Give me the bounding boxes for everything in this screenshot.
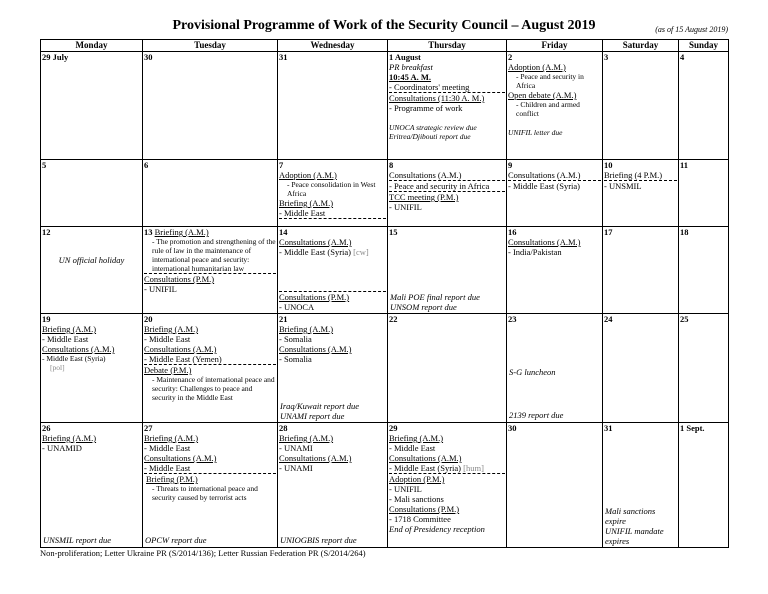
report-due-note: Eritrea/Djibouti report due <box>389 132 471 141</box>
agenda-item: - Middle East (Syria) <box>389 463 461 473</box>
day-date: 10 <box>604 160 613 170</box>
agenda-item: - UNAMI <box>279 463 313 473</box>
day-date: 1 Sept. <box>680 423 705 433</box>
day-date: 27 <box>144 423 153 433</box>
day-cell <box>278 227 388 314</box>
day-cell <box>143 160 278 227</box>
meeting-type: Consultations (A.M.) <box>279 344 352 354</box>
meeting-type: Adoption (A.M.) <box>279 170 337 180</box>
meeting-type: Adoption (P.M.) <box>389 474 445 484</box>
holiday-note: UN official holiday <box>58 255 125 265</box>
agenda-item: - Middle East <box>42 334 89 344</box>
day-cell <box>679 52 729 160</box>
day-date: 25 <box>680 314 689 324</box>
header-wednesday: Wednesday <box>278 40 388 52</box>
meeting-type: Open debate (A.M.) <box>508 90 577 100</box>
day-cell <box>603 227 679 314</box>
agenda-item: - Middle East <box>389 443 436 453</box>
day-cell <box>603 160 679 227</box>
day-date: 31 <box>279 52 288 62</box>
agenda-item: - Somalia <box>279 354 312 364</box>
day-date: 3 <box>604 52 609 62</box>
day-cell <box>388 227 507 314</box>
day-date: 18 <box>680 227 689 237</box>
day-date: 5 <box>42 160 47 170</box>
day-cell <box>41 314 143 423</box>
meeting-type: Briefing (A.M.) <box>279 433 334 443</box>
day-date: 7 <box>279 160 284 170</box>
day-date: 24 <box>604 314 613 324</box>
meeting-type: Briefing (A.M.) <box>279 198 334 208</box>
agenda-item: - Programme of work <box>389 103 463 113</box>
meeting-type: Consultations (A.M.) <box>389 170 505 181</box>
calendar-table <box>40 39 729 548</box>
meeting-type: Consultations (P.M.) <box>144 274 215 284</box>
agenda-item: - Middle East (Yemen) <box>144 354 276 365</box>
day-date: 14 <box>279 227 288 237</box>
agenda-item: - India/Pakistan <box>508 247 562 257</box>
weekday-header-row <box>41 40 729 52</box>
day-date: 8 <box>389 160 394 170</box>
day-cell <box>507 52 603 160</box>
meeting-type: Adoption (A.M.) <box>508 62 566 72</box>
day-date: 30 <box>508 423 517 433</box>
report-due-note: OPCW report due <box>145 535 207 545</box>
meeting-type: Consultations (A.M.) <box>144 453 217 463</box>
day-date: 17 <box>604 227 613 237</box>
day-date: 12 <box>42 227 51 237</box>
day-cell <box>388 160 507 227</box>
day-cell <box>507 227 603 314</box>
day-date: 2 <box>508 52 513 62</box>
agenda-tag: [cw] <box>353 247 369 257</box>
day-cell <box>679 423 729 548</box>
day-date: 1 August <box>389 52 421 62</box>
day-cell <box>278 423 388 548</box>
meeting-type: Briefing (A.M.) <box>42 433 97 443</box>
agenda-item: - Peace and security in Africa <box>389 181 505 192</box>
agenda-item: - Middle East <box>279 208 386 219</box>
day-cell <box>388 423 507 548</box>
day-cell <box>388 52 507 160</box>
day-date: 11 <box>680 160 689 170</box>
day-cell <box>603 52 679 160</box>
agenda-item: - Middle East (Syria) <box>508 181 580 191</box>
day-cell <box>143 227 278 314</box>
header-thursday: Thursday <box>388 40 507 52</box>
week-row <box>41 227 729 314</box>
day-cell <box>679 314 729 423</box>
header-saturday: Saturday <box>603 40 679 52</box>
agenda-tag: [hum] <box>463 463 484 473</box>
header-friday: Friday <box>507 40 603 52</box>
day-cell <box>41 52 143 160</box>
report-due-note: Mali POE final report due <box>390 292 480 302</box>
day-cell <box>278 52 388 160</box>
agenda-item: - UNSMIL <box>604 181 642 191</box>
event-note: S-G luncheon <box>509 367 556 377</box>
meeting-type: Briefing (A.M.) <box>144 324 199 334</box>
event-item: PR breakfast <box>389 62 433 72</box>
meeting-type: Consultations (A.M.) <box>144 344 217 354</box>
day-cell <box>41 227 143 314</box>
agenda-item: - Peace and security in Africa <box>516 72 584 90</box>
day-cell <box>278 160 388 227</box>
meeting-type: Consultations (A.M.) <box>279 237 352 247</box>
meeting-type: Consultations (A.M.) <box>42 344 115 354</box>
report-due-note: UNIFIL letter due <box>508 128 563 137</box>
agenda-item: - Threats to international peace and security caused by terrorist acts <box>152 484 258 502</box>
meeting-type: Consultations (A.M.) <box>279 453 352 463</box>
report-due-note: UNAMI report due <box>280 411 345 421</box>
day-cell <box>41 160 143 227</box>
week-row <box>41 314 729 423</box>
day-cell <box>143 423 278 548</box>
day-cell <box>603 314 679 423</box>
agenda-item: - Maintenance of international peace and security: Challenges to peace and security in the Middle East <box>152 375 275 402</box>
header-sunday: Sunday <box>679 40 729 52</box>
day-cell <box>679 227 729 314</box>
agenda-item: - Mali sanctions <box>389 494 444 504</box>
report-due-note: UNSOM report due <box>390 302 457 312</box>
week-row <box>41 160 729 227</box>
agenda-item: - UNIFIL <box>144 284 177 294</box>
day-date: 16 <box>508 227 517 237</box>
meeting-type: Consultations (P.M.) <box>279 291 386 302</box>
meeting-type: Briefing (P.M.) <box>146 474 198 484</box>
day-date: 22 <box>389 314 398 324</box>
report-due-note: Iraq/Kuwait report due <box>280 401 360 411</box>
meeting-type: Briefing (A.M.) <box>144 433 199 443</box>
day-date: 4 <box>680 52 685 62</box>
day-date: 13 <box>144 227 153 237</box>
agenda-item: - UNAMID <box>42 443 82 453</box>
meeting-type: Consultations (P.M.) <box>389 504 460 514</box>
agenda-item: - The promotion and strengthening of the rule of law in the maintenance of international peace and security: international humanitarian law <box>144 237 276 274</box>
event-item: - Coordinators' meeting <box>389 82 505 93</box>
day-cell <box>507 314 603 423</box>
day-cell <box>507 423 603 548</box>
day-cell <box>278 314 388 423</box>
meeting-type: Debate (P.M.) <box>144 365 192 375</box>
day-date: 30 <box>144 52 153 62</box>
day-date: 21 <box>279 314 288 324</box>
agenda-item: - UNOCA <box>279 302 315 312</box>
day-date: 6 <box>144 160 149 170</box>
header-monday: Monday <box>41 40 143 52</box>
meeting-type: Briefing (4 P.M.) <box>604 170 677 181</box>
day-cell <box>143 52 278 160</box>
day-cell <box>679 160 729 227</box>
week-row <box>41 52 729 160</box>
day-date: 28 <box>279 423 288 433</box>
meeting-type: Briefing (A.M.) <box>154 227 209 237</box>
day-date: 26 <box>42 423 51 433</box>
agenda-item: - Middle East (Syria) <box>42 354 106 363</box>
report-due-note: UNIOGBIS report due <box>280 535 357 545</box>
agenda-item: - UNAMI <box>279 443 313 453</box>
agenda-item: - Somalia <box>279 334 312 344</box>
day-cell <box>143 314 278 423</box>
week-row <box>41 423 729 548</box>
day-date: 19 <box>42 314 51 324</box>
meeting-type: Consultations (11:30 A. M.) <box>389 93 485 103</box>
as-of-date: (as of 15 August 2019) <box>655 25 728 34</box>
agenda-tag: [pol] <box>50 363 65 372</box>
mandate-note: UNIFIL mandate expires <box>605 526 664 546</box>
meeting-type: Briefing (A.M.) <box>279 324 334 334</box>
day-date: 29 <box>389 423 398 433</box>
meeting-type: Consultations (A.M.) <box>389 453 462 463</box>
day-cell <box>41 423 143 548</box>
header-tuesday: Tuesday <box>143 40 278 52</box>
event-time: 10:45 A. M. <box>389 72 432 82</box>
footer-note: Non-proliferation; Letter Ukraine PR (S/2014/136); Letter Russian Federation PR (S/2014/264) <box>40 548 366 558</box>
meeting-type: Briefing (A.M.) <box>42 324 97 334</box>
agenda-item: - Children and armed conflict <box>516 100 580 118</box>
meeting-type: TCC meeting (P.M.) <box>389 192 459 202</box>
day-cell <box>603 423 679 548</box>
day-cell <box>507 160 603 227</box>
agenda-item: - Middle East <box>144 443 191 453</box>
meeting-type: Consultations (A.M.) <box>508 237 581 247</box>
agenda-item: - Peace consolidation in West Africa <box>287 180 376 198</box>
meeting-type: Briefing (A.M.) <box>389 433 444 443</box>
meeting-type: Consultations (A.M.) <box>508 170 601 181</box>
event-note: End of Presidency reception <box>389 524 485 534</box>
day-date: 31 <box>604 423 613 433</box>
agenda-item: - UNIFIL <box>389 484 422 494</box>
report-due-note: 2139 report due <box>509 410 564 420</box>
day-date: 23 <box>508 314 517 324</box>
agenda-item: - Middle East <box>144 463 276 474</box>
day-cell <box>388 314 507 423</box>
report-due-note: UNOCA strategic review due <box>389 123 477 132</box>
day-date: 15 <box>389 227 398 237</box>
report-due-note: UNSMIL report due <box>43 535 111 545</box>
mandate-note: Mali sanctions expire <box>605 506 656 526</box>
agenda-item: - 1718 Committee <box>389 514 451 524</box>
day-date: 29 July <box>42 52 69 62</box>
page-title: Provisional Programme of Work of the Security Council – August 2019 <box>172 18 596 33</box>
day-date: 9 <box>508 160 513 170</box>
day-date: 20 <box>144 314 153 324</box>
agenda-item: - Middle East (Syria) <box>279 247 351 257</box>
agenda-item: - UNIFIL <box>389 202 422 212</box>
agenda-item: - Middle East <box>144 334 191 344</box>
